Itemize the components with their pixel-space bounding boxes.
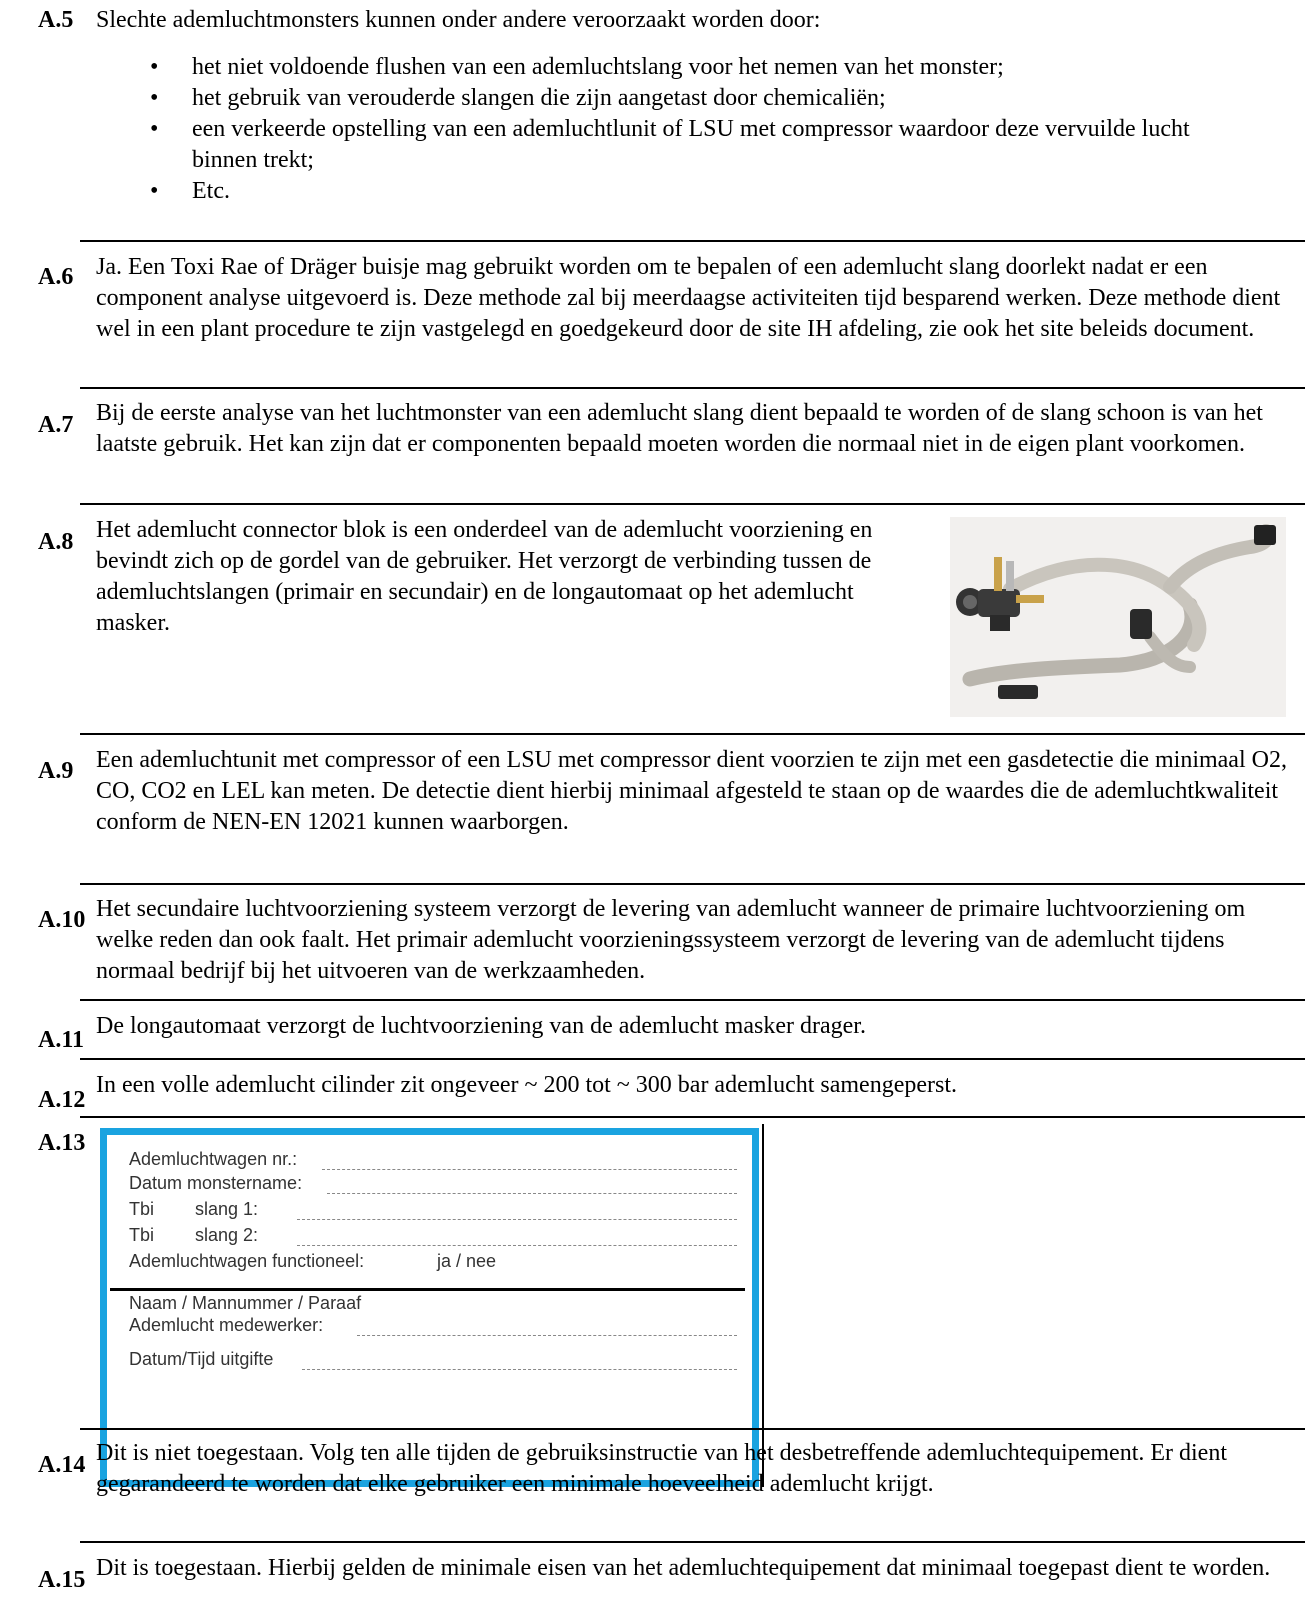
answer-label: A.7 xyxy=(38,412,74,438)
divider xyxy=(80,999,1305,1001)
answer-text: Ja. Een Toxi Rae of Dräger buisje mag gebruikt worden om te bepalen of een ademlucht slang doorlekt nadat er een component analyse uitgevoerd is. Deze methode zal bij meerdaagse activiteiten tijd besparend werken. Deze methode dient wel in een plant procedure te zijn vastgelegd en goedgekeurd door de site IH afdeling, zie ook het site beleids document. xyxy=(96,254,1281,342)
form-field-label: Ademluchtwagen nr.: xyxy=(129,1149,298,1169)
list-item: • een verkeerde opstelling van een ademluchtlunit of LSU met compressor waardoor deze vervuilde lucht binnen trekt; xyxy=(150,114,1252,176)
answer-label: A.11 xyxy=(38,1027,85,1053)
answer-label: A.15 xyxy=(38,1567,86,1593)
divider xyxy=(80,1428,1305,1430)
answer-label: A.6 xyxy=(38,264,74,290)
answer-text: De longautomaat verzorgt de luchtvoorziening van de ademlucht masker drager. xyxy=(96,1013,866,1039)
divider xyxy=(762,1124,764,1487)
answer-label: A.8 xyxy=(38,529,74,555)
divider xyxy=(80,240,1305,242)
form-field-label: Datum/Tijd uitgifte xyxy=(129,1349,274,1369)
divider xyxy=(80,387,1305,389)
form-field-label: Datum monstername: xyxy=(129,1173,303,1193)
form-field-value: ja / nee xyxy=(437,1251,497,1271)
answer-label: A.5 xyxy=(38,7,74,33)
divider xyxy=(80,1058,1305,1060)
form-field-label: slang 1: xyxy=(195,1199,259,1219)
list-item: • Etc. xyxy=(150,176,1292,207)
bullet-list xyxy=(150,52,1292,207)
answer-text: Dit is niet toegestaan. Volg ten alle tijden de gebruiksinstructie van het desbetreffende ademluchtequipement. Er dient gegarandeerd te worden dat elke gebruiker een minimale hoeveelheid ademlucht krijgt. xyxy=(96,1440,1227,1497)
answer-text: Dit is toegestaan. Hierbij gelden de minimale eisen van het ademluchtequipement dat minimaal toegepast dient te worden. xyxy=(96,1555,1271,1581)
answer-label: A.10 xyxy=(38,907,86,933)
divider xyxy=(80,1541,1305,1543)
form-field-label: slang 2: xyxy=(195,1225,259,1245)
answer-text: Bij de eerste analyse van het luchtmonster van een ademlucht slang dient bepaald te worden of de slang schoon is van het laatste gebruik. Het kan zijn dat er componenten bepaald moeten worden die normaal niet in de eigen plant voorkomen. xyxy=(96,400,1263,457)
answer-text: Een ademluchtunit met compressor of een LSU met compressor dient voorzien te zijn met een gasdetectie die minimaal O2, CO, CO2 en LEL kan meten. De detectie dient hierbij minimaal afgesteld te staan op de waardes die de ademluchtkwaliteit conform de NEN-EN 12021 kunnen waarborgen. xyxy=(96,747,1287,835)
list-item: • het gebruik van verouderde slangen die zijn aangetast door chemicaliën; xyxy=(150,83,1292,114)
answer-text: Het secundaire luchtvoorziening systeem verzorgt de levering van ademlucht wanneer de primaire luchtvoorziening om welke reden dan ook faalt. Het primair ademlucht voorzieningssysteem verzorgt de levering van de ademlucht tijdens normaal bedrijf bij het uitvoeren van de werkzaamheden. xyxy=(96,896,1246,984)
label-form-image xyxy=(96,1124,766,1487)
answer-label: A.13 xyxy=(38,1130,86,1156)
answer-text: Slechte ademluchtmonsters kunnen onder andere veroorzaakt worden door: xyxy=(96,7,821,33)
divider xyxy=(110,1288,745,1291)
divider xyxy=(80,503,1305,505)
blank-line xyxy=(357,1335,737,1336)
list-item: • het niet voldoende flushen van een ademluchtslang voor het nemen van het monster; xyxy=(150,52,1292,83)
blank-line xyxy=(322,1169,737,1170)
answer-label: A.14 xyxy=(38,1452,86,1478)
sample-label-card xyxy=(100,1128,759,1487)
blank-line xyxy=(302,1369,737,1370)
breathing-air-belt-connector-photo xyxy=(950,517,1286,717)
blank-line xyxy=(327,1193,737,1194)
form-field-label: Tbi xyxy=(129,1199,155,1219)
blank-line xyxy=(297,1219,737,1220)
divider xyxy=(80,883,1305,885)
blank-line xyxy=(297,1245,737,1246)
form-field-label: Tbi xyxy=(129,1225,155,1245)
answer-label: A.12 xyxy=(38,1087,86,1113)
divider xyxy=(80,1116,1305,1118)
answer-text: Het ademlucht connector blok is een onderdeel van de ademlucht voorziening en bevindt zich op de gordel van de gebruiker. Het verzorgt de verbinding tussen de ademluchtslangen (primair en secundair) en de longautomaat op het ademlucht masker. xyxy=(96,517,873,636)
answer-label: A.9 xyxy=(38,758,74,784)
answer-text: In een volle ademlucht cilinder zit ongeveer ~ 200 tot ~ 300 bar ademlucht samengeperst. xyxy=(96,1072,958,1098)
form-field-label: Ademluchtwagen functioneel: xyxy=(129,1251,365,1271)
form-field-label: Ademlucht medewerker: xyxy=(129,1315,324,1335)
divider xyxy=(80,733,1305,735)
form-field-label: Naam / Mannummer / Paraaf xyxy=(129,1293,362,1313)
